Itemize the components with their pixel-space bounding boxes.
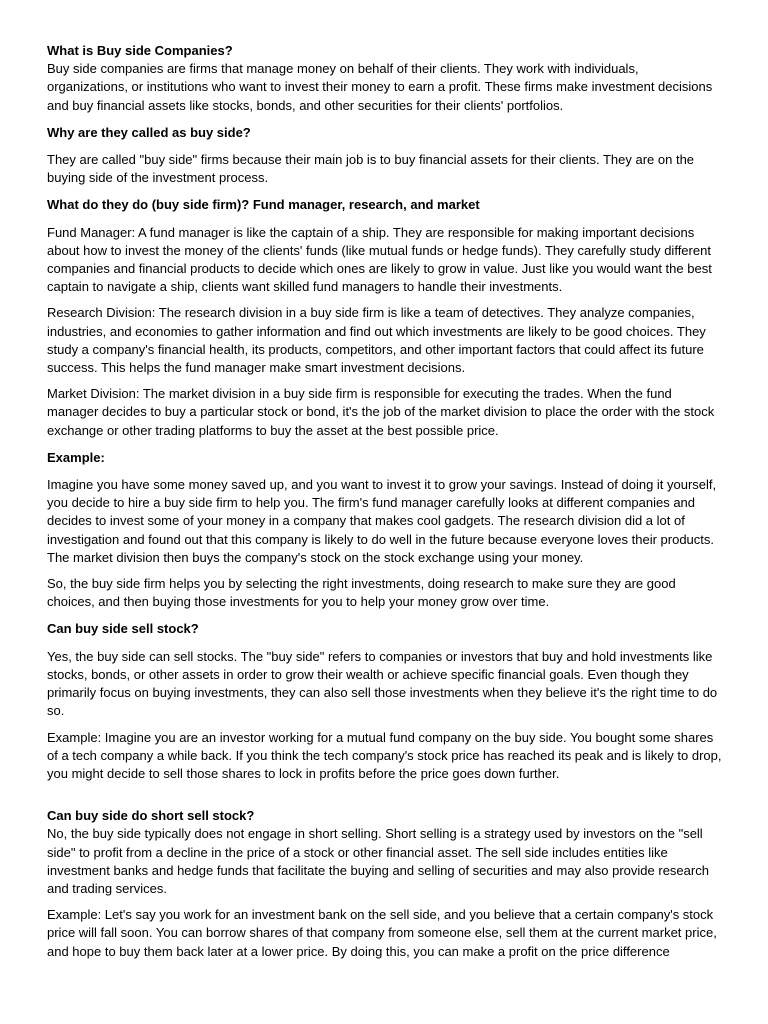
heading-why-called-buy-side: Why are they called as buy side? [47, 124, 251, 140]
heading-can-buy-side-sell: Can buy side sell stock? [47, 621, 199, 637]
heading-what-do-they-do: What do they do (buy side firm)? Fund manager, research, and market [47, 197, 480, 213]
paragraph-example-story: Imagine you have some money saved up, and you want to invest it to grow your savings. Instead of doing it yourself, you decide to hire a buy side firm to help you. The firm's fund manager carefully looks at different companies and decides to invest some of your money in a company that makes cool gadgets. The research division did a lot of investigation and found out that this company is likely to do well in the future because everyone loves their products. The market division then buys the company's stock on the stock exchange using your money. [47, 477, 717, 565]
heading-example: Example: [47, 449, 105, 465]
paragraph-short-sell-answer: No, the buy side typically does not engage in short selling. Short selling is a strategy used by investors on the "sell side" to profit from a decline in the price of a stock or other financial asset. The sell side includes entities like investment banks and hedge funds that facilitate the buying and selling of securities and may also provide research and trading services. [47, 826, 709, 896]
paragraph-market-division: Market Division: The market division in a buy side firm is responsible for executing the trades. When the fund manager decides to buy a particular stock or bond, it's the job of the market division to place the order with the stock exchange or other trading platforms to buy the asset at the best possible price. [47, 386, 715, 438]
paragraph-buy-side-definition: Buy side companies are firms that manage money on behalf of their clients. They work with individuals, organizations, or institutions who want to invest their money to earn a profit. These firms make investment decisions and buy financial assets like stocks, bonds, and other securities for their clients' portfolios. [47, 61, 713, 113]
paragraph-fund-manager: Fund Manager: A fund manager is like the captain of a ship. They are responsible for making important decisions about how to invest the money of the clients' funds (like mutual funds or hedge funds). They carefully study different companies and financial products to decide which ones are likely to grow in value. Just like you would want the best captain to navigate a ship, clients want skilled fund managers to handle their investments. [47, 224, 712, 295]
paragraph-why-called-buy-side: They are called "buy side" firms because their main job is to buy financial assets for their clients. They are on the buying side of the investment process. [47, 152, 695, 186]
heading-what-is-buy-side: What is Buy side Companies? [47, 43, 233, 58]
paragraph-example-summary: So, the buy side firm helps you by selecting the right investments, doing research to make sure they are good choices, and then buying those investments for you to help your money grow over time. [47, 576, 676, 610]
heading-short-sell: Can buy side do short sell stock? [47, 808, 255, 824]
paragraph-can-sell-answer: Yes, the buy side can sell stocks. The "buy side" refers to companies or investors that buy and hold investments like stocks, bonds, or other assets in order to grow their wealth or achieve specific financial goals. Even though they primarily focus on buying investments, they can also sell those investments when they believe it's the right time to do so. [47, 648, 718, 719]
paragraph-research-division: Research Division: The research division in a buy side firm is like a team of detectives. They analyze companies, industries, and economies to gather information and find out which investments are likely to be good choices. They study a company's financial health, its products, competitors, and other important factors that could affect its future success. This helps the fund manager make smart investment decisions. [47, 305, 706, 376]
paragraph-short-sell-example: Example: Let's say you work for an investment bank on the sell side, and you believe that a certain company's stock price will fall soon. You can borrow shares of that company from someone else, sell them at the current market price, and hope to buy them back later at a lower price. By doing this, you can make a profit on the price difference [47, 907, 717, 959]
paragraph-can-sell-example: Example: Imagine you are an investor working for a mutual fund company on the buy side. You bought some shares of a tech company a while back. If you think the tech company's stock price has reached its peak and is likely to drop, you might decide to sell those shares to lock in profits before the price goes down further. [47, 729, 722, 781]
